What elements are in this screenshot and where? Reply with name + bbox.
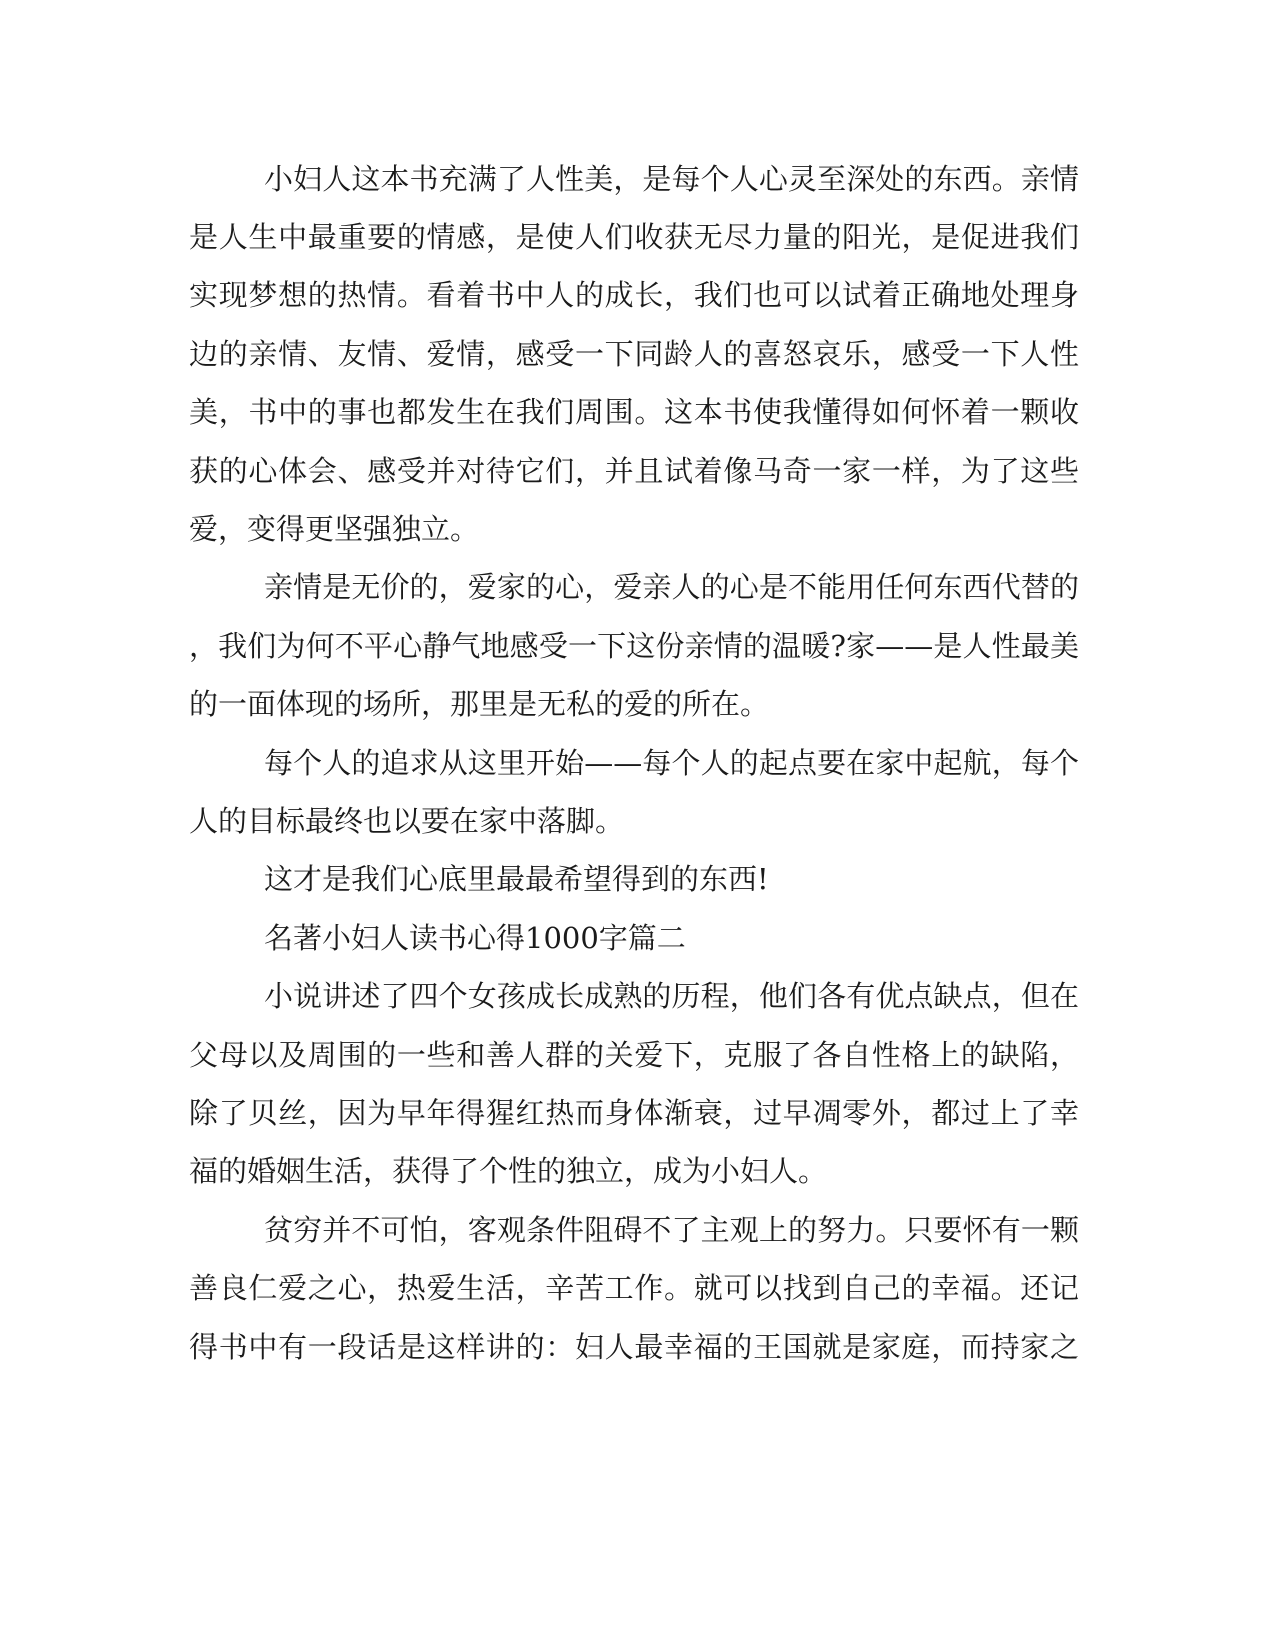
- text-line: 是人生中最重要的情感，是使人们收获无尽力量的阳光，是促进我们: [189, 220, 1079, 254]
- text-line: 福的婚姻生活，获得了个性的独立，成为小妇人。: [189, 1154, 828, 1188]
- text-line: 贫穷并不可怕，客观条件阻碍不了主观上的努力。只要怀有一颗: [264, 1213, 1079, 1247]
- section-heading: 名著小妇人读书心得1000字篇二: [264, 921, 686, 955]
- text-line: 美，书中的事也都发生在我们周围。这本书使我懂得如何怀着一颗收: [189, 395, 1079, 429]
- text-line: 每个人的追求从这里开始——每个人的起点要在家中起航，每个: [264, 746, 1079, 780]
- text-line: 小妇人这本书充满了人性美，是每个人心灵至深处的东西。亲情: [264, 162, 1079, 196]
- text-line: 边的亲情、友情、爱情，感受一下同龄人的喜怒哀乐，感受一下人性: [189, 337, 1079, 371]
- text-line: 得书中有一段话是这样讲的：妇人最幸福的王国就是家庭，而持家之: [189, 1330, 1079, 1364]
- text-line: 人的目标最终也以要在家中落脚。: [189, 804, 625, 838]
- text-line: ，我们为何不平心静气地感受一下这份亲情的温暖?家——是人性最美: [189, 629, 1079, 663]
- text-line: 善良仁爱之心，热爱生活，辛苦工作。就可以找到自己的幸福。还记: [189, 1271, 1079, 1305]
- text-line: 这才是我们心底里最最希望得到的东西!: [264, 862, 769, 896]
- text-line: 爱，变得更坚强独立。: [189, 512, 480, 546]
- text-line: 实现梦想的热情。看着书中人的成长，我们也可以试着正确地处理身: [189, 278, 1079, 312]
- text-line: 获的心体会、感受并对待它们，并且试着像马奇一家一样，为了这些: [189, 454, 1079, 488]
- text-line: 小说讲述了四个女孩成长成熟的历程，他们各有优点缺点，但在: [264, 979, 1079, 1013]
- text-line: 父母以及周围的一些和善人群的关爱下，克服了各自性格上的缺陷，: [189, 1038, 1079, 1072]
- text-line: 的一面体现的场所，那里是无私的爱的所在。: [189, 687, 770, 721]
- text-line: 除了贝丝，因为早年得猩红热而身体渐衰，过早凋零外，都过上了幸: [189, 1096, 1079, 1130]
- text-line: 亲情是无价的，爱家的心，爱亲人的心是不能用任何东西代替的: [264, 570, 1079, 604]
